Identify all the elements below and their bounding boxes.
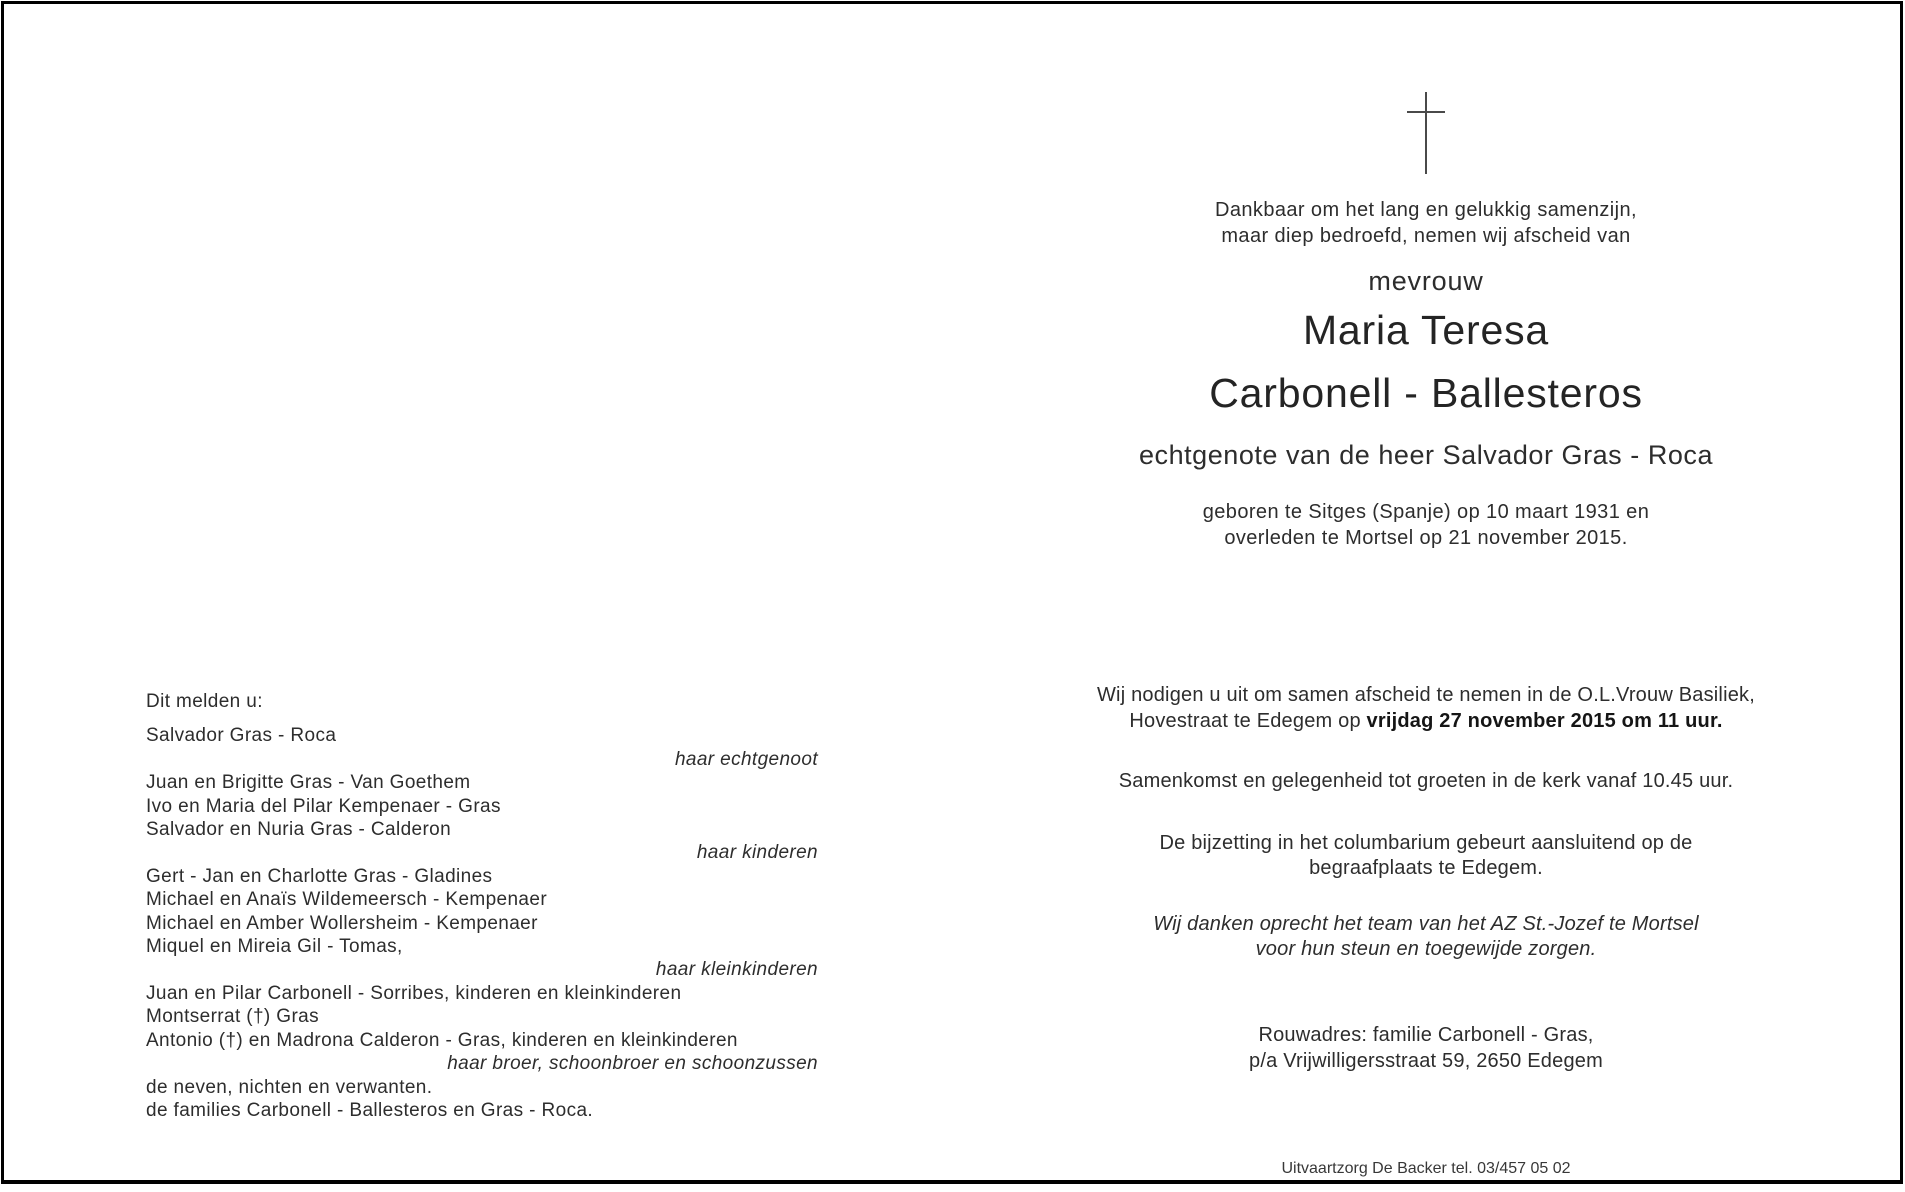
- mourners-heading: Dit melden u:: [146, 691, 263, 712]
- life-dates: [1092, 499, 1760, 551]
- thanks-text: [1092, 912, 1760, 962]
- gathering-line: Samenkomst en gelegenheid tot groeten in de kerk vanaf 10.45 uur.: [1118, 770, 1734, 792]
- burial-line-1: De bijzetting in het columbarium gebeurt aansluitend op de: [1159, 832, 1693, 854]
- service-line-2: [1092, 708, 1760, 734]
- intro-text: [1092, 197, 1760, 249]
- mourner-line: Montserrat (†) Gras: [146, 1006, 319, 1028]
- relation-label: haar broer, schoonbroer en schoonzussen: [447, 1053, 818, 1075]
- birth-line: geboren te Sitges (Spanje) op 10 maart 1931 en: [1202, 501, 1650, 523]
- funeral-home-footer: Uitvaartzorg De Backer tel. 03/457 05 02: [1281, 1160, 1571, 1177]
- right-column: [1092, 4, 1760, 1180]
- mourner-line: Antonio (†) en Madrona Calderon - Gras, kinderen en kleinkinderen: [146, 1029, 738, 1051]
- intro-line-1: Dankbaar om het lang en gelukkig samenzijn,: [1215, 199, 1637, 221]
- death-line: overleden te Mortsel op 21 november 2015.: [1224, 527, 1628, 549]
- deceased-last-names: Carbonell - Ballesteros: [1209, 370, 1643, 416]
- burial-text: [1092, 831, 1760, 881]
- mourner-line: Michael en Amber Wollersheim - Kempenaer: [146, 912, 538, 934]
- service-datetime-bold: vrijdag 27 november 2015 om 11 uur.: [1366, 710, 1723, 732]
- mourner-line: Salvador en Nuria Gras - Calderon: [146, 819, 452, 841]
- mourner-line: Ivo en Maria del Pilar Kempenaer - Gras: [146, 795, 501, 817]
- mourning-address-line-1: Rouwadres: familie Carbonell - Gras,: [1258, 1024, 1594, 1046]
- mourner-line: de families Carbonell - Ballesteros en Gras - Roca.: [146, 1099, 594, 1121]
- mourning-address-line-2: p/a Vrijwilligersstraat 59, 2650 Edegem: [1249, 1050, 1603, 1072]
- service-invitation: [1092, 682, 1760, 734]
- mourner-line: Juan en Brigitte Gras - Van Goethem: [146, 772, 471, 794]
- mourning-card: [1, 1, 1903, 1184]
- relation-label: haar kinderen: [696, 842, 818, 864]
- deceased-first-names: Maria Teresa: [1302, 307, 1550, 353]
- mourner-line: Salvador Gras - Roca: [146, 725, 337, 747]
- thanks-line-1: Wij danken oprecht het team van het AZ St.-Jozef te Mortsel: [1153, 913, 1699, 935]
- relation-label: haar kleinkinderen: [655, 959, 818, 981]
- mourners-list: [146, 724, 818, 1122]
- burial-line-2: begraafplaats te Edegem.: [1309, 857, 1543, 879]
- mourner-line: Miquel en Mireia Gil - Tomas,: [146, 936, 403, 958]
- mourner-line: de neven, nichten en verwanten.: [146, 1076, 433, 1098]
- spouse-line: echtgenote van de heer Salvador Gras - Roca: [1138, 440, 1714, 470]
- mourner-line: Juan en Pilar Carbonell - Sorribes, kinderen en kleinkinderen: [146, 982, 682, 1004]
- relation-label: haar echtgenoot: [674, 748, 818, 770]
- mourning-address: [1092, 1022, 1760, 1074]
- title-prefix: mevrouw: [1368, 266, 1484, 296]
- service-line-1: Wij nodigen u uit om samen afscheid te nemen in de O.L.Vrouw Basiliek,: [1096, 684, 1756, 706]
- thanks-line-2: voor hun steun en toegewijde zorgen.: [1255, 938, 1597, 960]
- intro-line-2: maar diep bedroefd, nemen wij afscheid van: [1221, 225, 1631, 247]
- mourner-line: Michael en Anaïs Wildemeersch - Kempenaer: [146, 889, 548, 911]
- mourner-line: Gert - Jan en Charlotte Gras - Gladines: [146, 865, 493, 887]
- service-line-2-text: Hovestraat te Edegem op: [1129, 710, 1367, 732]
- announcement-column: [146, 690, 818, 1122]
